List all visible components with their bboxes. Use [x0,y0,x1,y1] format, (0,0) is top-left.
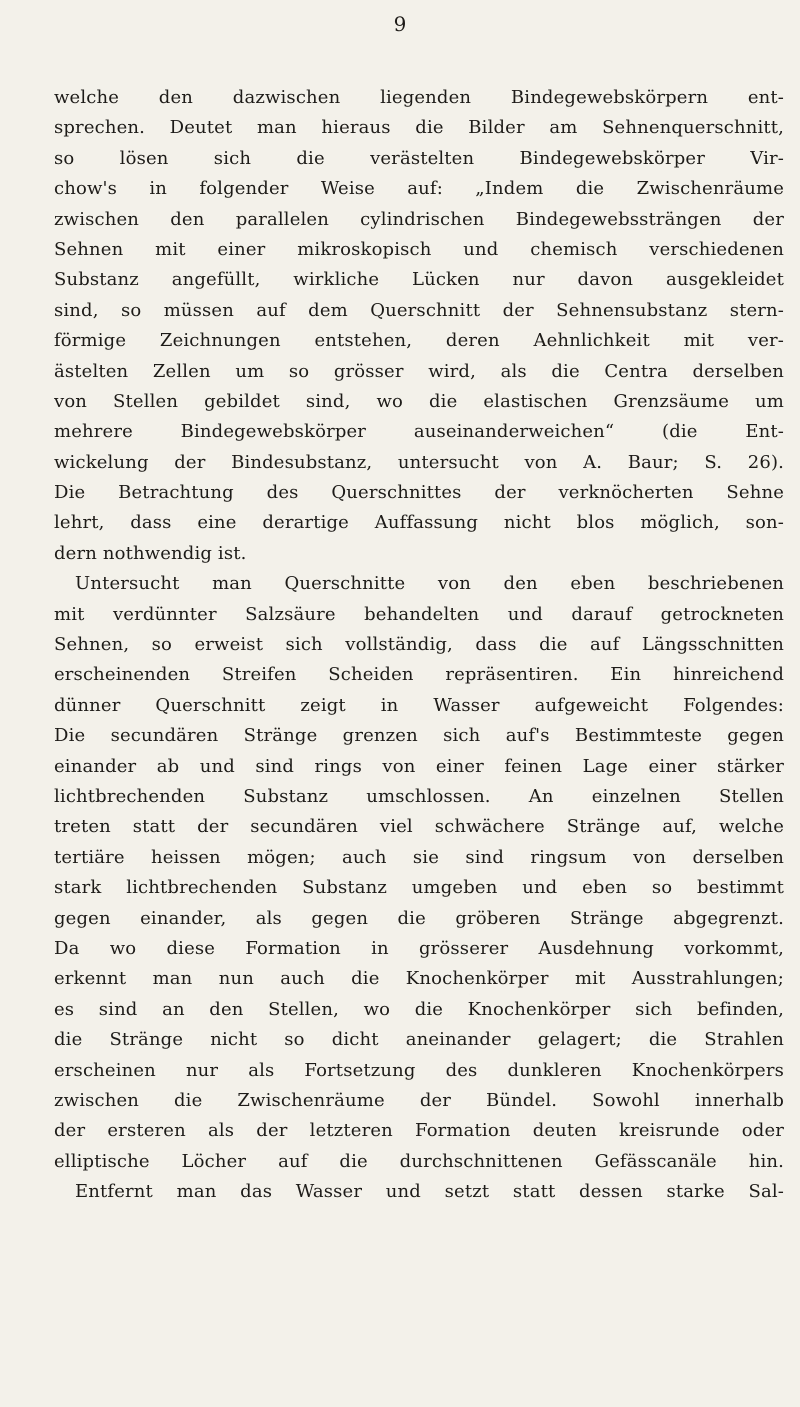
text-line: tertiäre heissen mögen; auch sie sind ringsum von derselben [54,846,784,868]
text-line: lichtbrechenden Substanz umschlossen. An einzelnen Stellen [54,785,784,807]
text-line: stark lichtbrechenden Substanz umgeben und eben so bestimmt [54,877,784,899]
text-line: dünner Querschnitt zeigt in Wasser aufgeweicht Folgendes: [54,694,784,716]
text-line: Sehnen mit einer mikroskopisch und chemisch verschiedenen [54,238,784,260]
page-number: 9 [393,12,407,36]
text-line: erscheinen nur als Fortsetzung des dunkleren Knochenkörpers [54,1059,784,1081]
text-line: der ersteren als der letzteren Formation deuten kreisrunde oder [54,1120,784,1142]
text-line: Da wo diese Formation in grösserer Ausdehnung vorkommt, [54,937,784,959]
paragraph-end-line: dern nothwendig ist. [54,542,247,564]
text-line: erkennt man nun auch die Knochenkörper mit Ausstrahlungen; [54,968,784,990]
text-line: zwischen die Zwischenräume der Bündel. Sowohl innerhalb [54,1089,784,1111]
text-line: mit verdünnter Salzsäure behandelten und darauf getrockneten [54,603,784,625]
text-line: zwischen den parallelen cylindrischen Bindegewebssträngen der [54,208,784,230]
paragraph-start-line: Untersucht man Querschnitte von den eben beschriebenen [75,573,784,595]
text-line: Substanz angefüllt, wirkliche Lücken nur davon ausgekleidet [54,269,784,291]
paragraph-start-line: Entfernt man das Wasser und setzt statt dessen starke Sal- [75,1181,784,1203]
text-line: einander ab und sind rings von einer feinen Lage einer stärker [54,755,784,777]
text-line: sprechen. Deutet man hieraus die Bilder am Sehnenquerschnitt, [54,117,784,139]
body-text [54,83,784,1207]
text-line: förmige Zeichnungen entstehen, deren Aehnlichkeit mit ver- [54,330,784,352]
text-line: wickelung der Bindesubstanz, untersucht von A. Baur; S. 26). [54,451,784,473]
text-line: mehrere Bindegewebskörper auseinanderweichen“ (die Ent- [54,421,784,443]
text-line: elliptische Löcher auf die durchschnittenen Gefässcanäle hin. [54,1150,784,1172]
text-line: so lösen sich die verästelten Bindegewebskörper Vir- [54,147,784,169]
text-line: es sind an den Stellen, wo die Knochenkörper sich befinden, [54,998,784,1020]
text-line: Die secundären Stränge grenzen sich auf's Bestimmteste gegen [54,725,784,747]
text-line: lehrt, dass eine derartige Auffassung nicht blos möglich, son- [54,512,784,534]
text-line: die Stränge nicht so dicht aneinander gelagert; die Strahlen [54,1029,784,1051]
text-line: chow's in folgender Weise auf: „Indem die Zwischenräume [54,178,784,200]
text-line: gegen einander, als gegen die gröberen Stränge abgegrenzt. [54,907,784,929]
text-line: Die Betrachtung des Querschnittes der verknöcherten Sehne [54,482,784,504]
text-line: sind, so müssen auf dem Querschnitt der Sehnensubstanz stern- [54,299,784,321]
text-line: von Stellen gebildet sind, wo die elastischen Grenzsäume um [54,390,784,412]
text-line: Sehnen, so erweist sich vollständig, dass die auf Längsschnitten [54,634,784,656]
text-line: treten statt der secundären viel schwächere Stränge auf, welche [54,816,784,838]
text-line: ästelten Zellen um so grösser wird, als die Centra derselben [54,360,784,382]
text-line: erscheinenden Streifen Scheiden repräsentiren. Ein hinreichend [54,664,784,686]
text-line: welche den dazwischen liegenden Bindegewebskörpern ent- [54,87,784,108]
